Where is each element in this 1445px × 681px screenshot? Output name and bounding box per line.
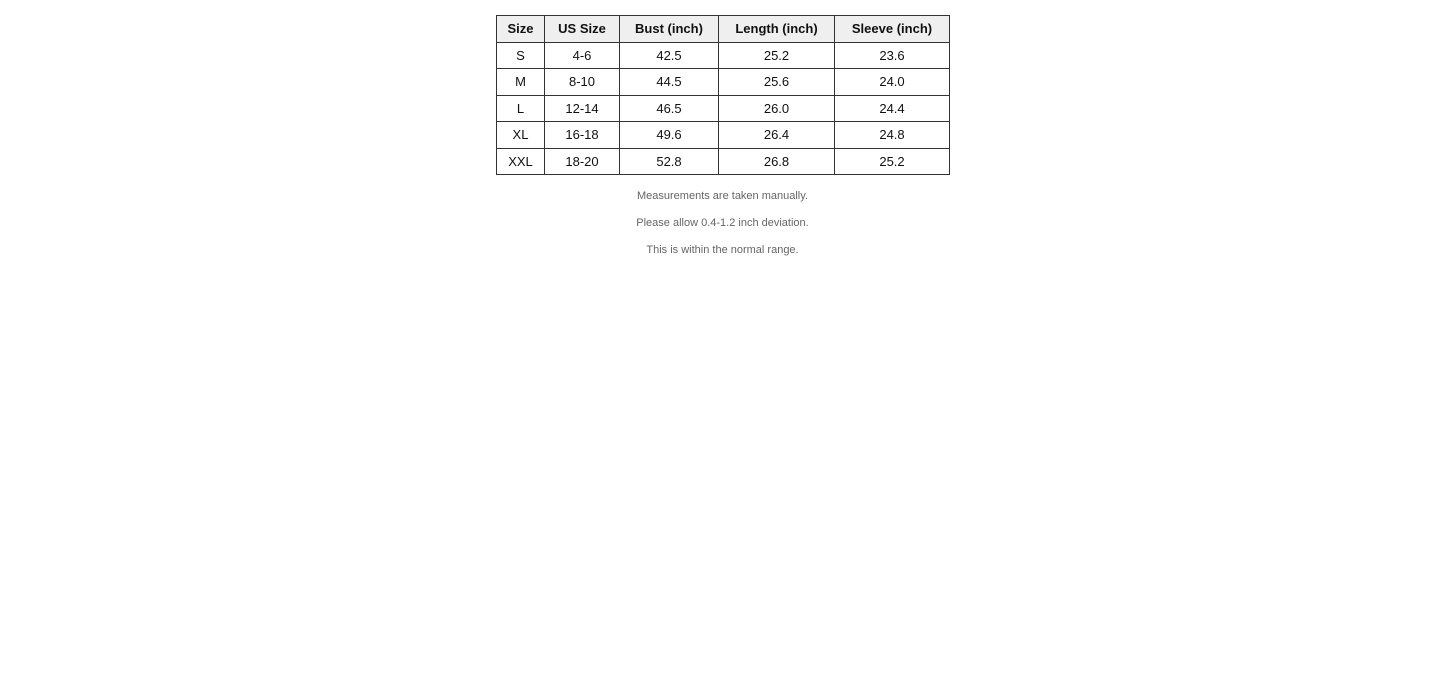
table-row: [497, 42, 950, 69]
header-bust: Bust (inch): [620, 16, 719, 43]
note-line: Please allow 0.4-1.2 inch deviation.: [636, 217, 809, 229]
size-chart: [496, 15, 949, 271]
table-header-row: [497, 16, 950, 43]
cell-length: 25.2: [719, 42, 835, 69]
header-length: Length (inch): [719, 16, 835, 43]
cell-us-size: 12-14: [545, 95, 620, 122]
cell-size: XXL: [497, 148, 545, 175]
cell-us-size: 8-10: [545, 69, 620, 96]
cell-size: M: [497, 69, 545, 96]
cell-sleeve: 23.6: [835, 42, 950, 69]
cell-bust: 44.5: [620, 69, 719, 96]
cell-us-size: 18-20: [545, 148, 620, 175]
header-size: Size: [497, 16, 545, 43]
cell-bust: 49.6: [620, 122, 719, 149]
note-line: Measurements are taken manually.: [637, 190, 808, 202]
table-row: [497, 148, 950, 175]
cell-bust: 42.5: [620, 42, 719, 69]
cell-sleeve: 24.4: [835, 95, 950, 122]
cell-size: L: [497, 95, 545, 122]
cell-size: S: [497, 42, 545, 69]
cell-us-size: 16-18: [545, 122, 620, 149]
cell-us-size: 4-6: [545, 42, 620, 69]
cell-sleeve: 24.0: [835, 69, 950, 96]
cell-sleeve: 24.8: [835, 122, 950, 149]
header-sleeve: Sleeve (inch): [835, 16, 950, 43]
cell-bust: 52.8: [620, 148, 719, 175]
cell-size: XL: [497, 122, 545, 149]
cell-length: 26.4: [719, 122, 835, 149]
measurement-notes: [496, 190, 949, 271]
cell-length: 25.6: [719, 69, 835, 96]
header-us-size: US Size: [545, 16, 620, 43]
cell-bust: 46.5: [620, 95, 719, 122]
note-line: This is within the normal range.: [646, 244, 799, 256]
table-row: [497, 95, 950, 122]
cell-length: 26.8: [719, 148, 835, 175]
cell-length: 26.0: [719, 95, 835, 122]
table-row: [497, 69, 950, 96]
table-row: [497, 122, 950, 149]
cell-sleeve: 25.2: [835, 148, 950, 175]
size-table: [496, 15, 950, 175]
